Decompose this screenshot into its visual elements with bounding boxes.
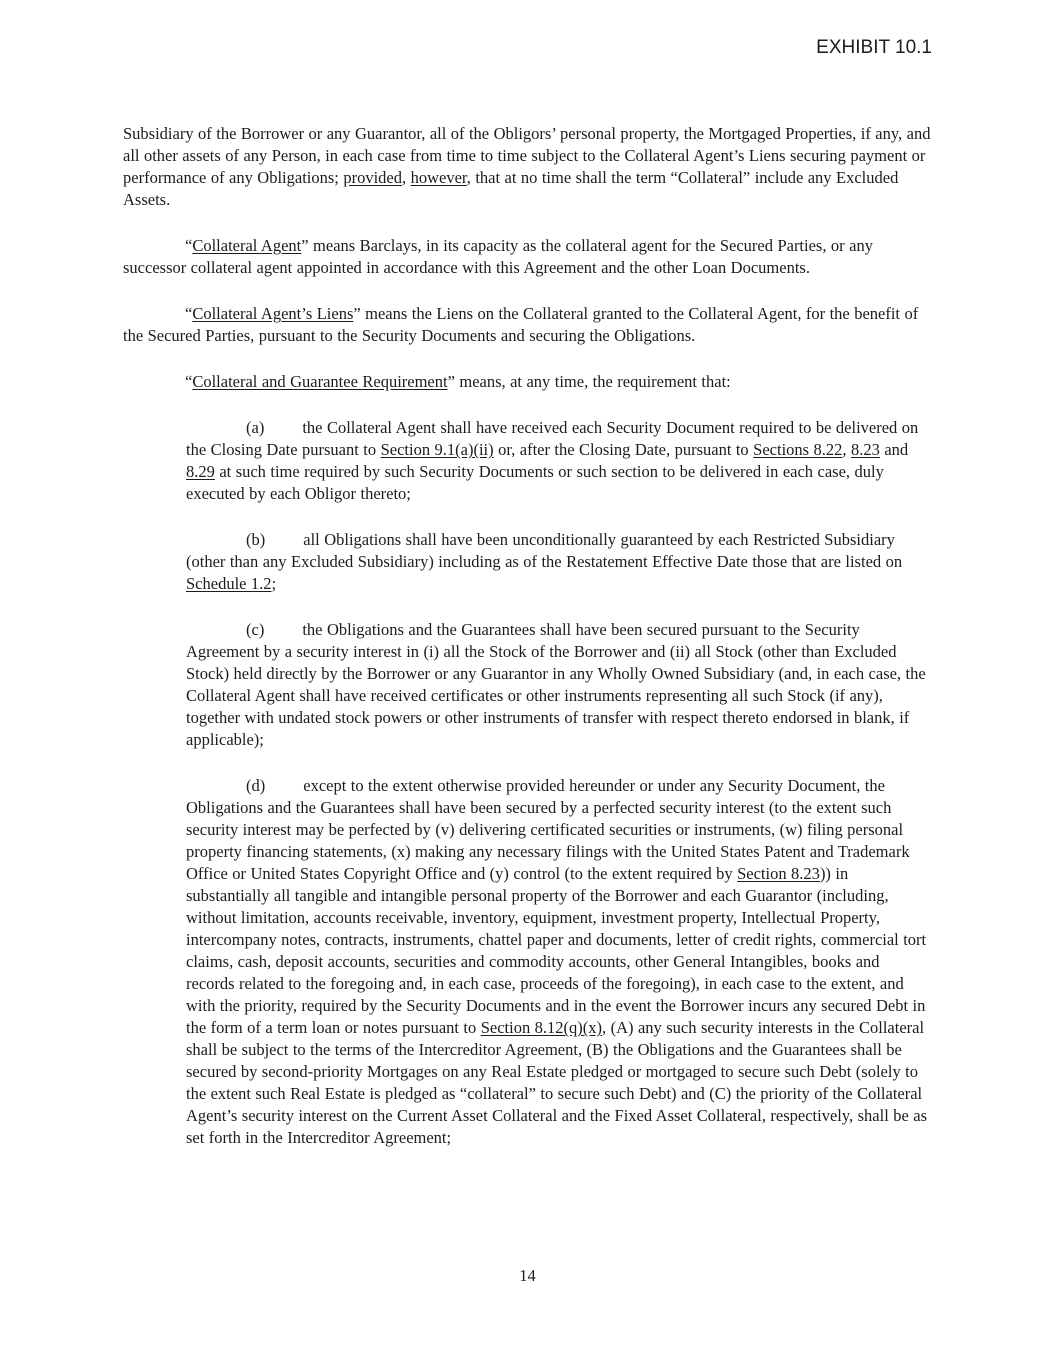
text-run: except to the extent otherwise provided hereunder or under any Security Document, the Obligations and the Guarantees shall have been secured by a perfected security interest (to the extent such security interest may be perfected by (v) delivering certificated securities or instruments, (w) filing personal property financing statements, (x) making any necessary filings with the United States Patent and Trademark Office or United States Copyright Office and (y) control (to the extent required by bbox=[186, 776, 910, 883]
text-run: “ bbox=[185, 372, 193, 391]
document-content bbox=[123, 38, 932, 1149]
text-run: “ bbox=[185, 304, 193, 323]
document-body bbox=[123, 123, 932, 1149]
underlined-term: Section 9.1(a)(ii) bbox=[380, 440, 494, 459]
clause-a bbox=[186, 417, 932, 505]
text-run: (d) bbox=[246, 776, 266, 795]
text-run: , (A) any such security interests in the Collateral shall be subject to the terms of the Intercreditor Agreement, (B) the Obligations and the Guarantees shall be secured by second-priority Mortgages on any Real Estate pledged or mortgaged to secure such Debt (solely to the extent such Real Estate is pledged as “collateral” to secure such Debt) and (C) the priority of the Collateral Agent’s security interest on the Current Asset Collateral and the Fixed Asset Collateral, respectively, shall be as set forth in the Intercreditor Agreement; bbox=[186, 1018, 928, 1147]
text-run: , bbox=[402, 168, 411, 187]
text-run: , bbox=[842, 440, 851, 459]
text-run: the Obligations and the Guarantees shall have been secured pursuant to the Security Agreement by a security interest in (i) all the Stock of the Borrower and (ii) all Stock (other than Excluded Stock) held directly by the Borrower or any Guarantor in any Wholly Owned Subsidiary (and, in each case, the Collateral Agent shall have received certificates or other instruments representing all such Stock (if any), together with undated stock powers or other instruments of transfer with respect thereto endorsed in blank, if applicable); bbox=[186, 620, 926, 749]
underlined-term: 8.29 bbox=[186, 462, 215, 481]
text-run: ” means Barclays, in its capacity as the collateral agent for the Secured Parties, or any successor collateral agent appointed in accordance with this Agreement and the other Loan Documents. bbox=[123, 236, 873, 277]
underlined-term: Section 8.12(q)(x) bbox=[480, 1018, 603, 1037]
text-run: the Collateral Agent shall have received each Security Document required to be delivered on the Closing Date pursuant to bbox=[186, 418, 919, 459]
clause-d bbox=[186, 775, 932, 1149]
underlined-term: Collateral Agent’s Liens bbox=[192, 304, 354, 323]
text-run: at such time required by such Security Documents or such section to be delivered in each case, duly executed by each Obligor thereto; bbox=[186, 462, 884, 503]
paragraph-collateral-definition-continuation bbox=[123, 123, 932, 211]
underlined-term: Schedule 1.2 bbox=[186, 574, 272, 593]
page-number: 14 bbox=[519, 1266, 536, 1285]
paragraph-definition-collateral-and-guarantee-requirement bbox=[123, 371, 932, 393]
exhibit-label: EXHIBIT 10.1 bbox=[816, 37, 932, 58]
text-run: and bbox=[879, 440, 909, 459]
underlined-term: Collateral and Guarantee Requirement bbox=[192, 372, 448, 391]
underlined-term: provided bbox=[343, 168, 402, 187]
text-run: (c) bbox=[246, 620, 265, 639]
paragraph-definition-collateral-agents-liens bbox=[123, 303, 932, 347]
text-run: all Obligations shall have been unconditionally guaranteed by each Restricted Subsidiary (other than any Excluded Subsidiary) including as of the Restatement Effective Date those that are listed on bbox=[186, 530, 903, 571]
text-run: ” means, at any time, the requirement that: bbox=[447, 372, 731, 391]
text-run: ” means the Liens on the Collateral granted to the Collateral Agent, for the benefit of the Secured Parties, pursuant to the Security Documents and securing the Obligations. bbox=[123, 304, 919, 345]
text-run: Subsidiary of the Borrower or any Guarantor, all of the Obligors’ personal property, the Mortgaged Properties, if any, and all other assets of any Person, in each case from time to time subject to the Collateral Agent’s Liens securing payment or performance of any Obligations; bbox=[123, 124, 931, 187]
text-run: “ bbox=[185, 236, 193, 255]
underlined-term: Collateral Agent bbox=[192, 236, 302, 255]
clause-b bbox=[186, 529, 932, 595]
text-run: or, after the Closing Date, pursuant to bbox=[493, 440, 754, 459]
paragraph-definition-collateral-agent bbox=[123, 235, 932, 279]
clause-c bbox=[186, 619, 932, 751]
text-run: (b) bbox=[246, 530, 266, 549]
underlined-term: Section 8.23 bbox=[737, 864, 820, 883]
text-run: (a) bbox=[246, 418, 265, 437]
underlined-term: Sections 8.22 bbox=[753, 440, 843, 459]
text-run: )) in substantially all tangible and intangible personal property of the Borrower and each Guarantor (including, without limitation, accounts receivable, inventory, equipment, investment property, Intellectual Property, intercompany notes, contracts, instruments, chattel paper and documents, letter of credit rights, commercial tort claims, cash, deposit accounts, securities and commodity accounts, other General Intangibles, books and records related to the foregoing and, in each case, proceeds of the foregoing), in each case to the extent, and with the priority, required by the Security Documents and in the event the Borrower incurs any secured Debt in the form of a term loan or notes pursuant to bbox=[186, 864, 927, 1037]
text-run: ; bbox=[271, 574, 277, 593]
underlined-term: 8.23 bbox=[851, 440, 880, 459]
underlined-term: however bbox=[410, 168, 467, 187]
text-run: , that at no time shall the term “Collateral” include any Excluded Assets. bbox=[123, 168, 899, 209]
